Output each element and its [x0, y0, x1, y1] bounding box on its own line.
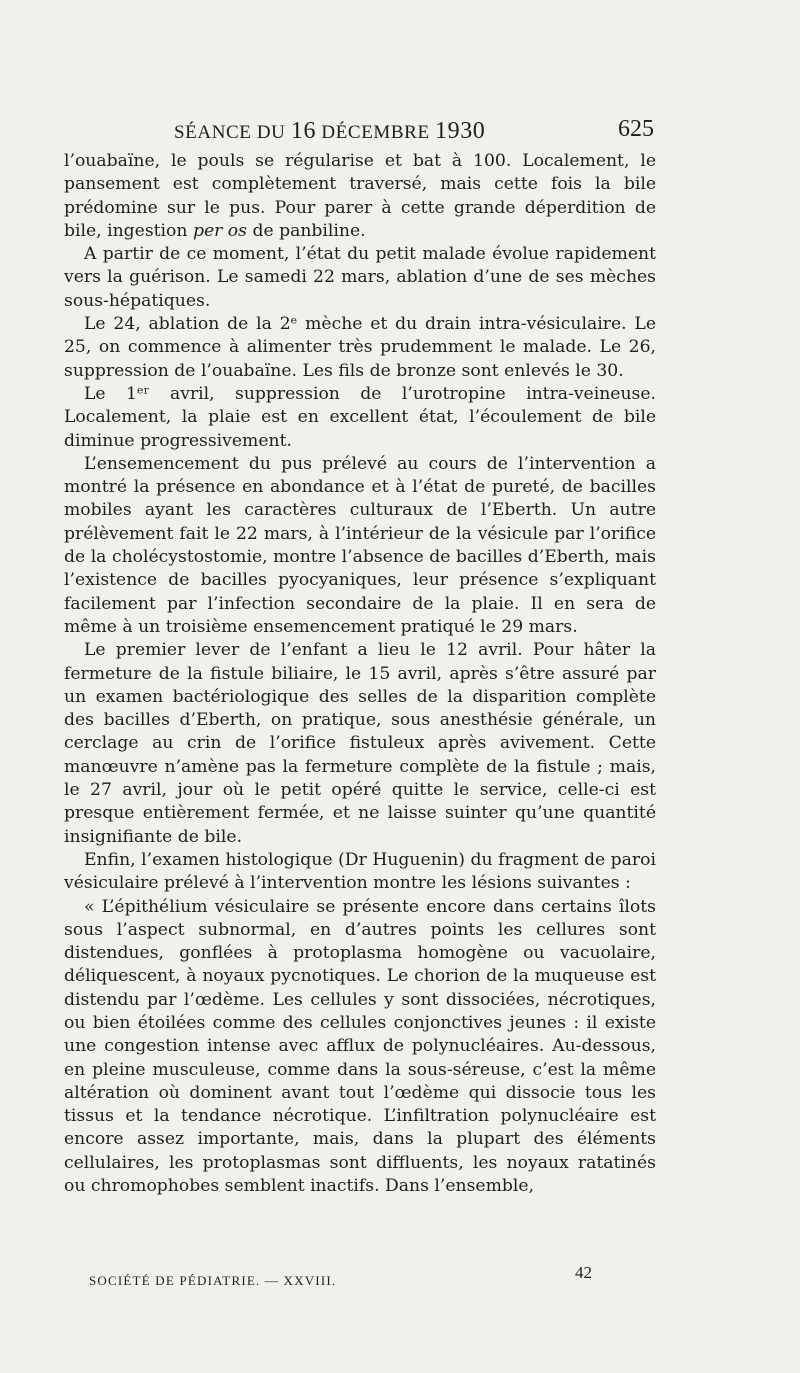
paragraph-text: « L’épithélium vésiculaire se présente encore dans certains îlots sous l’aspect subnormal, en d’autres points les cellures sont distendues, gonflées à protoplasma homogène ou vacuolaire, déliquescent, à noyaux pycnotiques. Le chorion de la muqueuse est distendu par l’œdème. Les cellules y sont dissociées, nécrotiques, ou bien étoilées comme des cellules conjonctives jeunes : il existe une congestion intense avec afflux de polynucléaires. Au-dessous, en pleine musculeuse, comme dans la sous-séreuse, c’est la même altération où dominent avant tout l’œdème qui dissocie tous les tissus et la tendance nécrotique. L’infiltration polynucléaire est encore assez importante, mais, dans la plupart des éléments cellulaires, les protoplasmas sont diffluents, les noyaux ratatinés ou chromophobes semblent inactifs. Dans l’ensemble,: [64, 896, 656, 1197]
running-header: [64, 118, 654, 148]
paragraph: [64, 150, 656, 243]
paragraph: [64, 243, 656, 313]
paragraph-text: Enfin, l’examen histologique (Dr Huguenin) du fragment de paroi vésiculaire prélevé à l’intervention montre les lésions suivantes :: [64, 849, 656, 894]
paragraph-text: L’ensemencement du pus prélevé au cours de l’intervention a montré la présence en abondance et à l’état de pureté, de bacilles mobiles ayant les caractères culturaux de l’Eberth. Un autre prélèvement fait le 22 mars, à l’intérieur de la vésicule par l’orifice de la cholécystostomie, montre l’absence de bacilles d’Eberth, mais l’existence de bacilles pyocyaniques, leur présence s’expliquant facilement par l’infection secondaire de la plaie. Il en sera de même à un troisième ensemencement pratiqué le 29 mars.: [64, 453, 656, 637]
running-title-part: SÉANCE DU: [174, 122, 291, 143]
running-title-day: 16: [290, 118, 317, 144]
paragraph: [64, 849, 656, 896]
paragraph-text: l’ouabaïne, le pouls se régularise et bat à 100. Localement, le pansement est complètement traversé, mais cette fois la bile prédomine sur le pus. Pour parer à cette grande déperdition de bile, ingestion: [64, 151, 656, 241]
paragraph-text: Le 24, ablation de la 2ᵉ mèche et du drain intra-vésiculaire. Le 25, on commence à alimenter très prudemment le malade. Le 26, suppression de l’ouabaïne. Les fils de bronze sont enlevés le 30.: [64, 314, 656, 381]
paragraph: [64, 313, 656, 383]
paragraph: [64, 383, 656, 453]
paragraph: [64, 639, 656, 849]
body-text: [64, 150, 656, 1198]
paragraph-text: Le 1ᵉʳ avril, suppression de l’urotropine intra-veineuse. Localement, la plaie est en excellent état, l’écoulement de bile diminue progressivement.: [64, 383, 656, 451]
paragraph: [64, 453, 656, 639]
sheet-signature: 42: [575, 1263, 592, 1282]
running-title: [174, 118, 485, 145]
running-title-year: 1930: [435, 118, 486, 144]
journal-signature: SOCIÉTÉ DE PÉDIATRIE. — XXVIII.: [89, 1273, 337, 1288]
page-footer: [64, 1263, 654, 1287]
paragraph: [64, 896, 656, 1199]
paragraph-text: A partir de ce moment, l’état du petit malade évolue rapidement vers la guérison. Le samedi 22 mars, ablation d’une de ses mèches sous-hépatiques.: [64, 244, 656, 311]
page-number: 625: [618, 116, 654, 142]
running-title-part: DÉCEMBRE: [316, 122, 435, 143]
paragraph-text: de panbiline.: [246, 220, 366, 241]
italic-text: per os: [192, 220, 247, 241]
paragraph-text: Le premier lever de l’enfant a lieu le 12 avril. Pour hâter la fermeture de la fistule biliaire, le 15 avril, après s’être assuré par un examen bactériologique des selles de la disparition complète des bacilles d’Eberth, on pratique, sous anesthésie générale, un cerclage au crin de l’orifice fistuleux après avivement. Cette manœuvre n’amène pas la fermeture complète de la fistule ; mais, le 27 avril, jour où le petit opéré quitte le service, celle-ci est presque entièrement fermée, et ne laisse suinter qu’une quantité insignifiante de bile.: [64, 640, 656, 847]
